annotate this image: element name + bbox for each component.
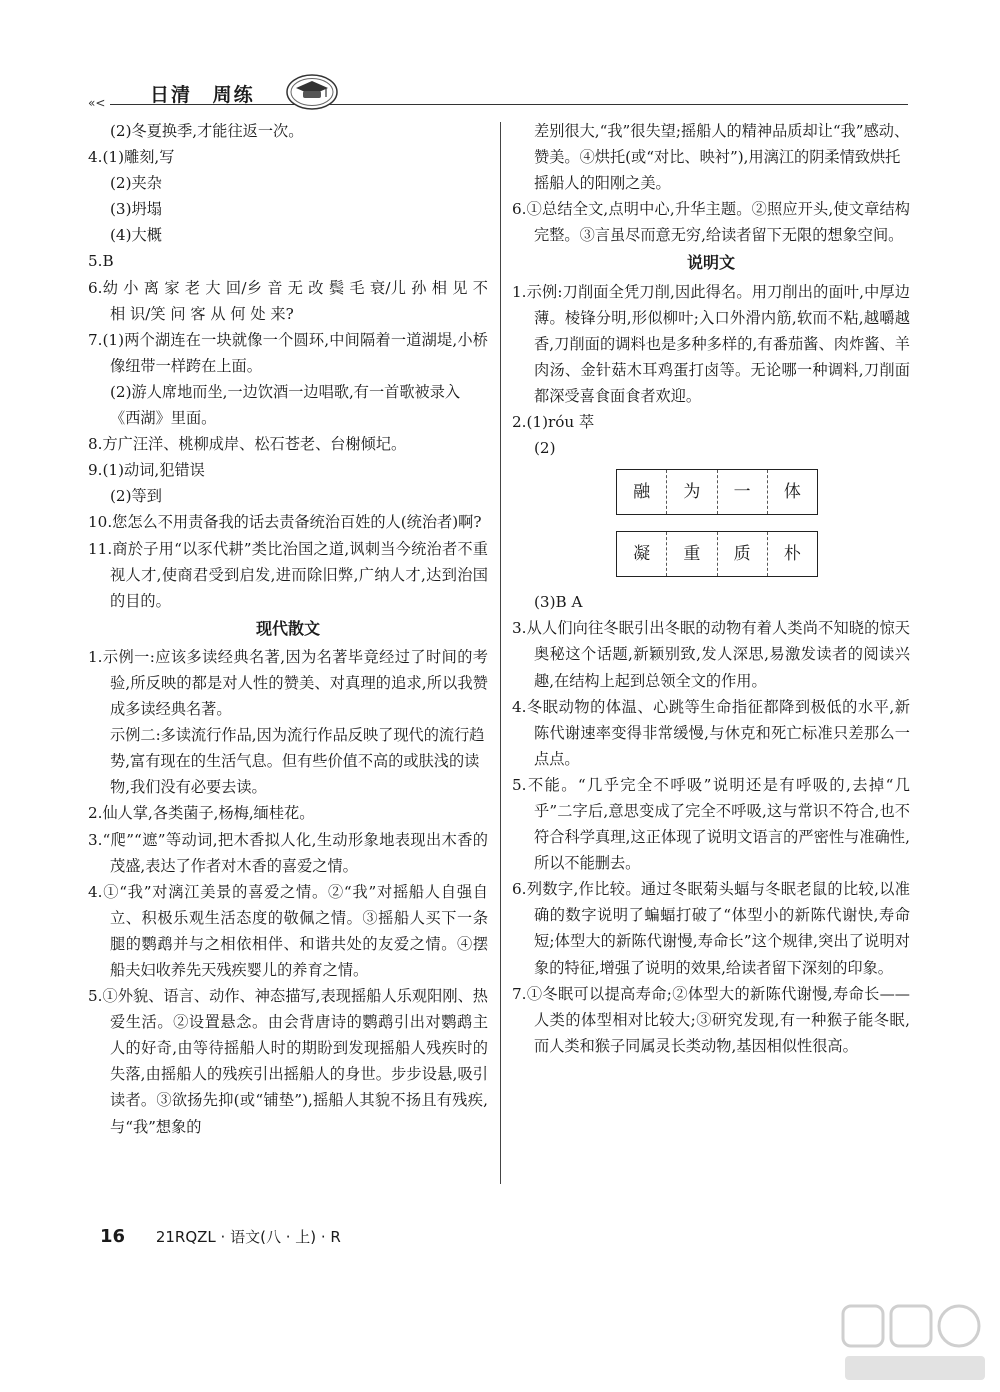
answer-line: 2.(1)róu 萃: [512, 413, 595, 432]
answer-line: 1.示例一:应该多读经典名著,因为名著毕竟经过了时间的考验,所反映的都是对人性的赞美、对真理的追求,所以我赞成多读经典名著。: [88, 647, 488, 719]
answer-line: 6.列数字,作比较。通过冬眠菊头蝠与冬眠老鼠的比较,以准确的数字说明了蝙蝠打破了“体型小的新陈代谢快,寿命短;体型大的新陈代谢慢,寿命长”这个规律,突出了说明对象的特征,增强了说明的效果,给读者留下深刻的印象。: [512, 880, 910, 977]
answer-line: (2)游人席地而坐,一边饮酒一边唱歌,有一首歌被录入《西湖》里面。: [110, 382, 461, 428]
answer-line: (3)坍塌: [110, 200, 162, 219]
answer-line: 11.商於子用“以豕代耕”类比治国之道,讽刺当今统治者不重视人才,使商君受到启发,进而除旧弊,广纳人才,达到治国的目的。: [88, 539, 488, 610]
header-title-1: 日清: [150, 84, 193, 106]
answer-line: 4.①“我”对漓江美景的喜爱之情。②“我”对摇船人自强自立、积极乐观生活态度的敬佩之情。③摇船人买下一条腿的鹦鹉并与之相依相伴、和谐共处的友爱之情。④摆船夫妇收养先天残疾婴儿的养育之情。: [88, 882, 488, 979]
grid-cell: 融: [633, 482, 651, 503]
grid-cell: 朴: [767, 532, 817, 576]
answer-line: 差别很大,“我”很失望;摇船人的精神品质却让“我”感动、赞美。④烘托(或“对比、映衬”),用漓江的阴柔情致烘托摇船人的阳刚之美。: [534, 122, 910, 193]
answer-line: 7.①冬眠可以提高寿命;②体型大的新陈代谢慢,寿命长——人类的体型相对比较大;③研究发现,有一种猴子能冬眠,而人类和猴子同属灵长类动物,基因相似性很高。: [512, 984, 910, 1055]
header-title-2: 周练: [212, 84, 255, 106]
left-column: [88, 118, 488, 1140]
answer-line: (2)冬夏换季,才能往返一次。: [110, 122, 304, 140]
grid-row: [616, 469, 818, 515]
answer-line: 5.B: [88, 252, 114, 271]
page-footer: [100, 1226, 341, 1247]
grid-cell: 一: [717, 470, 767, 514]
book-code: 21RQZL · 语文(八 · 上) · R: [155, 1228, 341, 1246]
answer-line: 4.冬眠动物的体温、心跳等生命指征都降到极低的水平,新陈代谢速率变得非常缓慢,与休克和死亡标准只差那么一点点。: [512, 697, 910, 768]
right-column: [512, 118, 910, 1059]
answer-line: 10.您怎么不用责备我的话去责备统治百姓的人(统治者)啊?: [88, 513, 482, 532]
answer-line: 9.(1)动词,犯错误: [88, 461, 205, 480]
answer-line: (2)夹杂: [110, 174, 162, 193]
watermark-logo: [835, 1300, 995, 1388]
answer-line: (4)大概: [110, 226, 162, 245]
answer-line: 5.不能。“几乎完全不呼吸”说明还是有呼吸的,去掉“几乎”二字后,意思变成了完全不呼吸,这与常识不符合,也不符合科学真理,这正体现了说明文语言的严密性与准确性,所以不能删去。: [512, 775, 910, 873]
answer-line: 6.幼 小 离 家 老 大 回/乡 音 无 改 鬓 毛 衰/儿 孙 相 见 不 相 识/笑 问 客 从 何 处 来?: [88, 278, 488, 323]
grid-cell: 体: [767, 470, 817, 514]
grid-cell: 质: [717, 532, 767, 576]
answer-line: 8.方广汪洋、桃柳成岸、松石苍老、台榭倾圮。: [88, 435, 407, 454]
answer-line: 7.(1)两个湖连在一块就像一个圆环,中间隔着一道湖堤,小桥像纽带一样跨在上面。: [88, 330, 488, 375]
answer-line: 1.示例:刀削面全凭刀削,因此得名。用刀削出的面叶,中厚边薄。棱锋分明,形似柳叶;入口外滑内筋,软而不粘,越嚼越香,刀削面的调料也是多种多样的,有番茄酱、肉炸酱、羊肉汤、金针菇木耳鸡蛋打卤等。无论哪一种调料,刀削面都深受喜食面食者欢迎。: [512, 282, 910, 405]
answer-line: (2)等到: [110, 487, 162, 506]
writing-grid: [512, 469, 910, 589]
grid-cell: 为: [666, 470, 716, 514]
grid-cell: 重: [666, 532, 716, 576]
column-divider: [500, 122, 501, 1184]
header-arrows: «<: [88, 96, 106, 110]
header-rule: [110, 104, 908, 105]
answer-line: (3)B A: [534, 593, 583, 612]
page-number: 16: [100, 1226, 126, 1247]
answer-line: 6.①总结全文,点明中心,升华主题。②照应开头,使文章结构完整。③言虽尽而意无穷,给读者留下无限的想象空间。: [512, 200, 910, 245]
section-title: 现代散文: [255, 618, 320, 638]
answer-line: 3.从人们向往冬眠引出冬眠的动物有着人类尚不知晓的惊天奥秘这个话题,新颖别致,发人深思,易激发读者的阅读兴趣,在结构上起到总领全文的作用。: [512, 619, 910, 690]
answer-line: 示例二:多读流行作品,因为流行作品反映了现代的流行趋势,富有现在的生活气息。但有些价值不高的或肤浅的读物,我们没有必要去读。: [110, 726, 485, 797]
section-title: 说明文: [686, 253, 735, 273]
header-title: [150, 80, 267, 107]
grid-row: [616, 531, 818, 577]
answer-line: 5.①外貌、语言、动作、神态描写,表现摇船人乐观阳刚、热爱生活。②设置悬念。由会背唐诗的鹦鹉引出对鹦鹉主人的好奇,由等待摇船人时的期盼到发现摇船人残疾时的失落,由摇船人的残疾引出摇船人的身世。步步设悬,吸引读者。③欲扬先抑(或“铺垫”),摇船人其貌不扬且有残疾,与“我”想象的: [88, 987, 488, 1136]
grid-cell: 凝: [633, 544, 651, 565]
answer-line: 3.“爬”“遮”等动词,把木香拟人化,生动形象地表现出木香的茂盛,表达了作者对木香的喜爱之情。: [88, 830, 488, 875]
answer-line: 4.(1)雕刻,写: [88, 148, 175, 167]
answer-line: 2.仙人掌,各类菌子,杨梅,缅桂花。: [88, 804, 315, 823]
answer-line: (2): [534, 439, 556, 458]
graduation-cap-icon: [286, 72, 338, 110]
page-header: [88, 70, 908, 110]
